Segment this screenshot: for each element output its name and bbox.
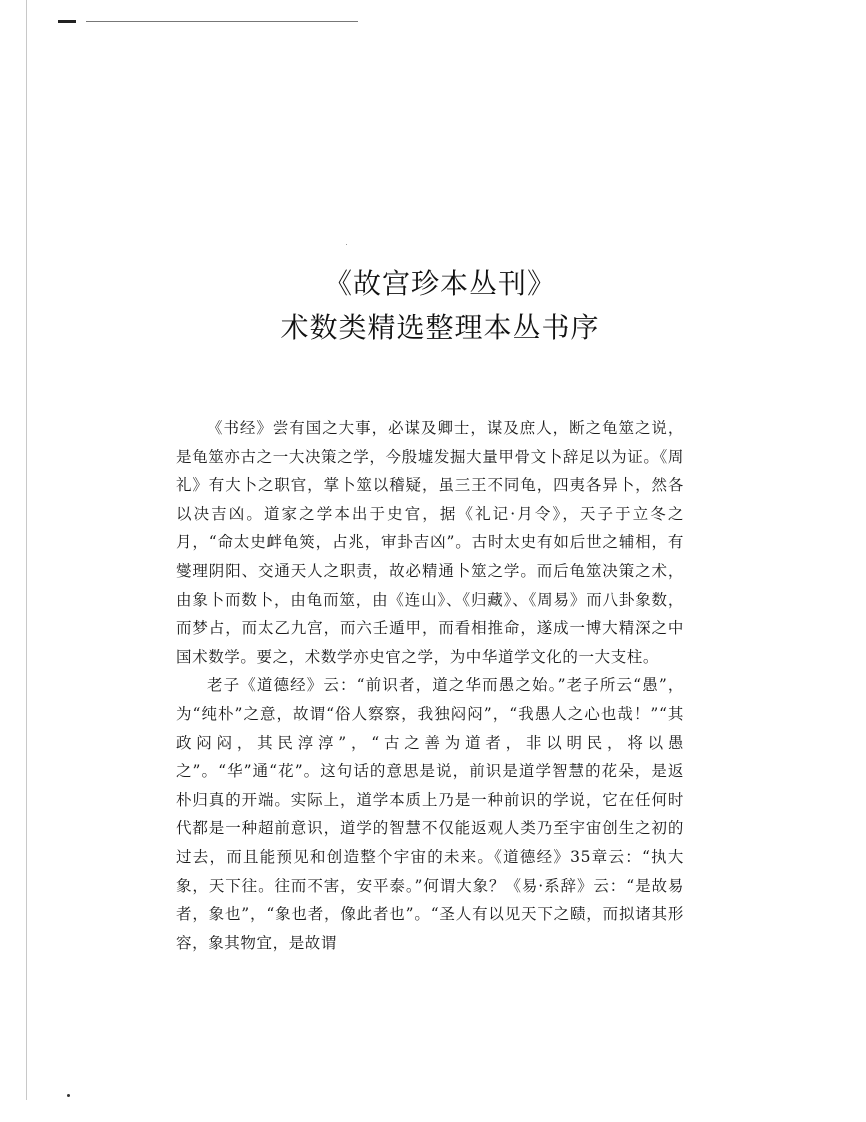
header-rule-thick [58, 20, 76, 23]
scan-dot [67, 1094, 70, 1097]
page-title [140, 262, 740, 350]
header-rule [58, 20, 358, 23]
paragraph-2: 老子《道德经》云：“前识者，道之华而愚之始。”老子所云“愚”，为“纯朴”之意，故谓“俗人察察，我独闷闷”，“我愚人之心也哉！”“其政闷闷，其民淳淳”，“古之善为道者，非以明民，将以愚之”。“华”通“花”。这句话的意思是说，前识是道学智慧的花朵，是返朴归真的开端。实际上，道学本质上乃是一种前识的学说，它在任何时代都是一种超前意识，道学的智慧不仅能返观人类乃至宇宙创生之初的过去，而且能预见和创造整个宇宙的未来。《道德经》35章云：“执大象，天下往。往而不害，安平泰。”何谓大象？《易·系辞》云：“是故易者，象也”，“象也者，像此者也”。“圣人有以见天下之赜，而拟诸其形容，象其物宜，是故谓 [176, 676, 684, 952]
header-rule-thin [86, 21, 358, 22]
paragraph-1: 《书经》尝有国之大事，必谋及卿士，谋及庶人，断之龟筮之说，是龟筮亦古之一大决策之学，今殷墟发掘大量甲骨文卜辞足以为证。《周礼》有大卜之职官，掌卜筮以稽疑，虽三王不同龟，四夷各异卜，然各以决吉凶。道家之学本出于史官，据《礼记·月令》，天子于立冬之月，“命太史衅龟筴，占兆，审卦吉凶”。古时太史有如后世之辅相，有燮理阴阳、交通天人之职责，故必精通卜筮之学。而后龟筮决策之术，由象卜而数卜，由龟而筮，由《连山》、《归藏》、《周易》而八卦象数，而梦占，而太乙九宫，而六壬遁甲，而看相推命，遂成一博大精深之中国术数学。要之，术数学亦史官之学，为中华道学文化的一大支柱。 [176, 419, 684, 666]
preface-body [176, 414, 684, 957]
scan-speck [346, 244, 347, 245]
scan-page-edge [26, 0, 27, 1100]
title-preface-name: 术数类精选整理本丛书序 [280, 311, 600, 344]
title-series-name: 《故宫珍本丛刊》 [323, 267, 556, 300]
